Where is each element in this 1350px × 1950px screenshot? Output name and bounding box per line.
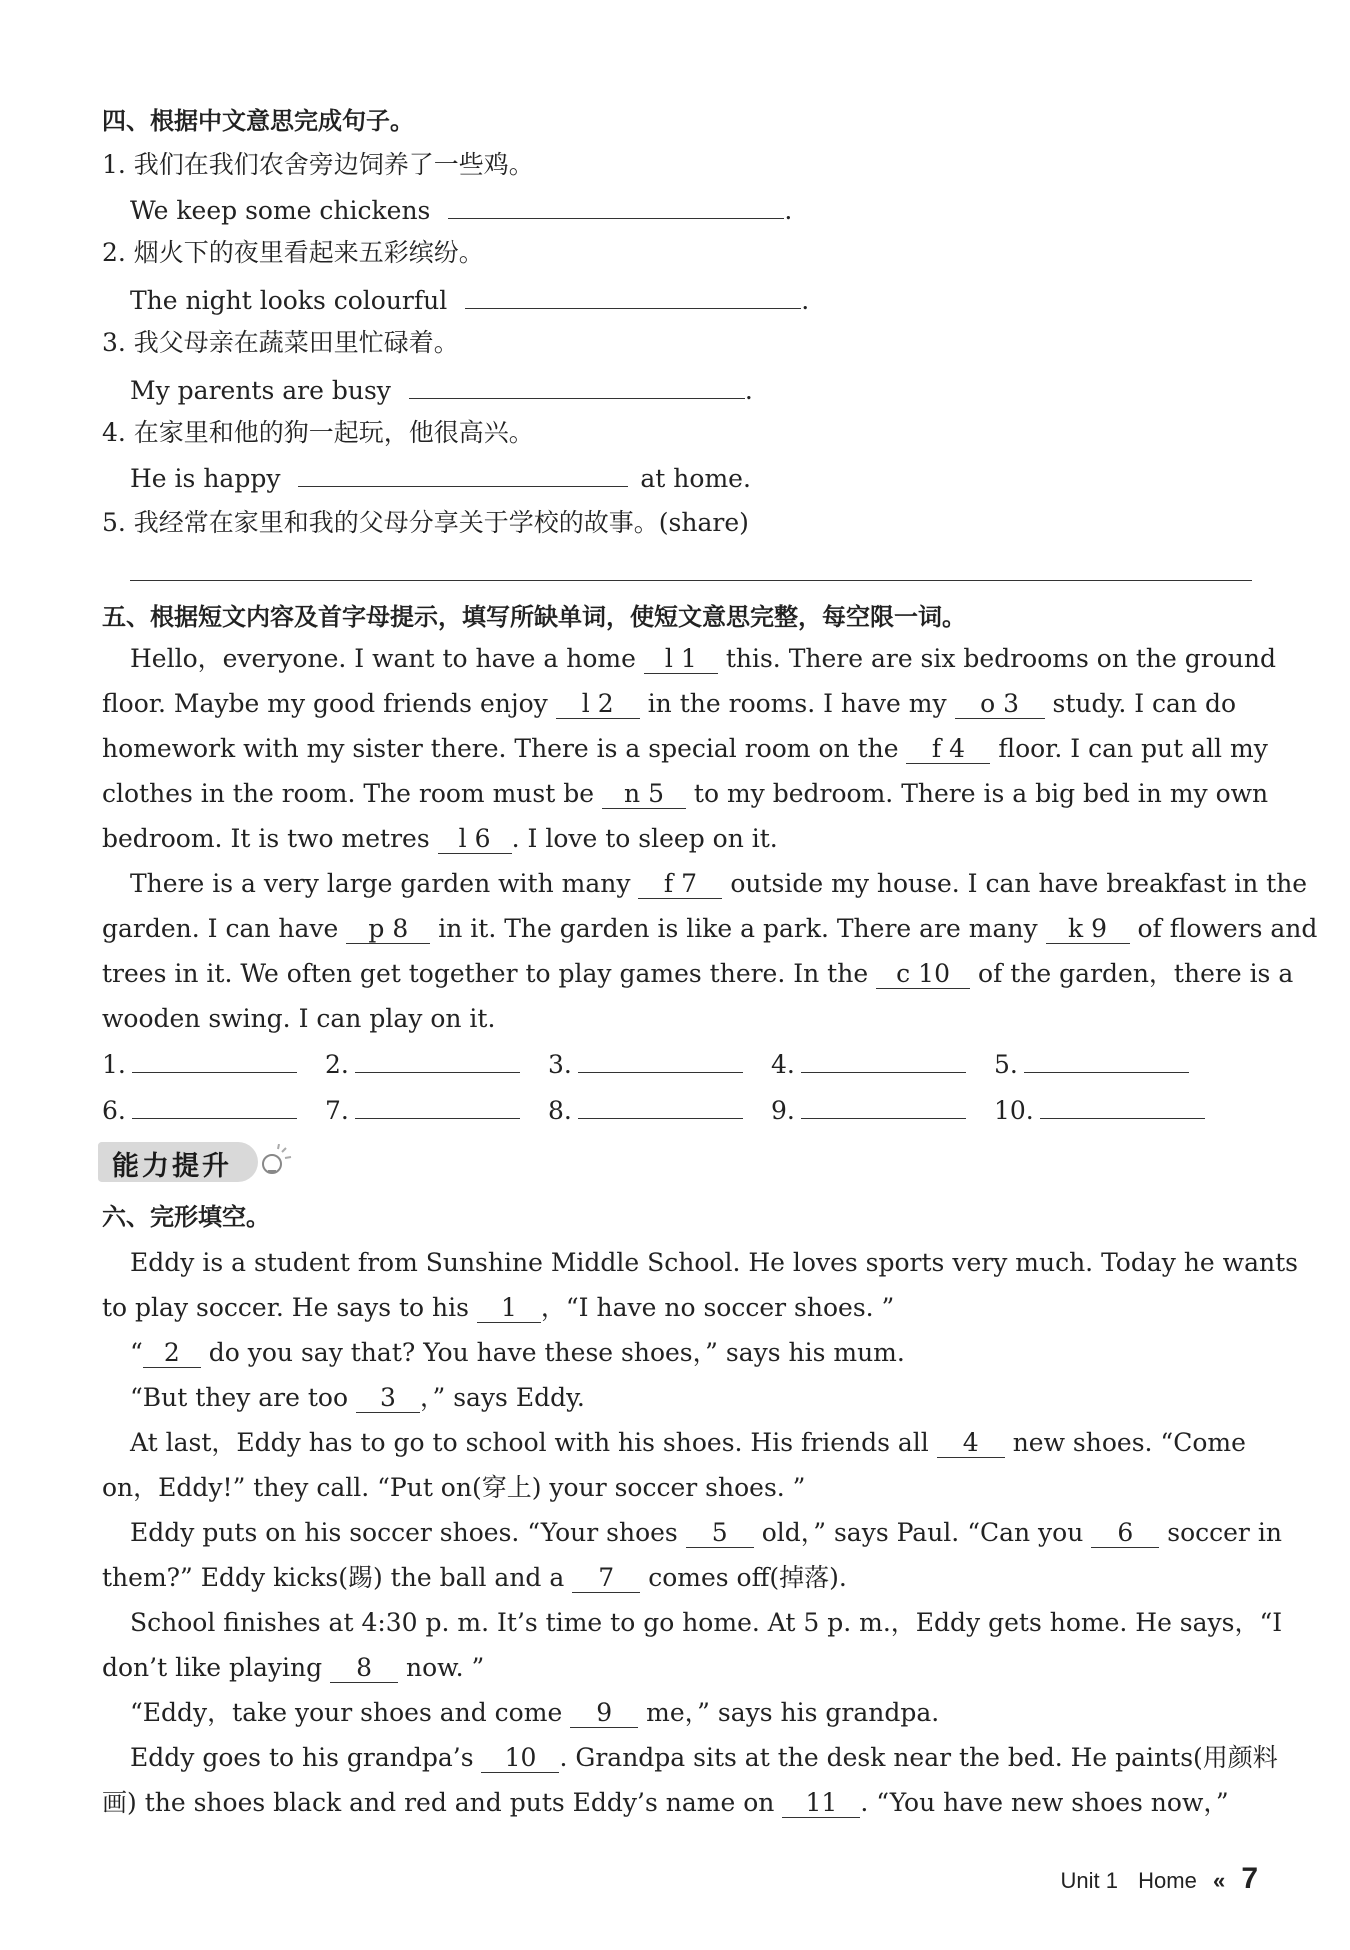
q3-answer-blank[interactable] — [409, 372, 745, 399]
banner-title: 能力提升 — [112, 1151, 232, 1182]
answer-row-1 — [102, 1046, 1242, 1080]
cloze-line: don’t like playing 8 now. ” — [102, 1653, 485, 1682]
unit-title: Home — [1138, 1868, 1197, 1893]
q1-english: We keep some chickens . — [130, 192, 792, 228]
cloze-line: Eddy goes to his grandpa’s 10 . Grandpa sits at the desk near the bed. He paints(用颜料 — [130, 1743, 1278, 1772]
section-6-heading: 六、完形填空。 — [102, 1203, 270, 1231]
q4-english: He is happy at home. — [130, 460, 751, 496]
q2-english: The night looks colourful . — [130, 282, 809, 318]
cloze-line: them?” Eddy kicks(踢) the ball and a 7 comes off(掉落). — [102, 1563, 847, 1592]
blank-3[interactable]: o 3 — [955, 690, 1045, 719]
lightbulb-icon — [258, 1144, 294, 1180]
q5-answer-line[interactable] — [130, 580, 1252, 581]
cloze-blank-6[interactable]: 6 — [1091, 1519, 1159, 1548]
passage-line: garden. I can have p 8 in it. The garden is like a park. There are many k 9 of flowers and — [102, 914, 1318, 943]
q3-english: My parents are busy . — [130, 372, 753, 408]
answer-slot: 10. — [994, 1092, 1205, 1128]
cloze-blank-8[interactable]: 8 — [330, 1654, 398, 1683]
answer-slot: 2. — [325, 1046, 520, 1082]
passage-line: wooden swing. I can play on it. — [102, 1004, 496, 1033]
unit-label: Unit 1 — [1060, 1868, 1118, 1893]
q2-chinese: 2. 烟火下的夜里看起来五彩缤纷。 — [102, 238, 484, 267]
cloze-blank-10[interactable]: 10 — [481, 1744, 559, 1773]
blank-10[interactable]: c 10 — [876, 960, 970, 989]
cloze-line: At last，Eddy has to go to school with his shoes. His friends all 4 new shoes. “Come — [130, 1428, 1246, 1457]
answer-slot: 7. — [325, 1092, 520, 1128]
cloze-blank-7[interactable]: 7 — [572, 1564, 640, 1593]
q1-chinese: 1. 我们在我们农舍旁边饲养了一些鸡。 — [102, 150, 534, 179]
cloze-blank-1[interactable]: 1 — [477, 1294, 541, 1323]
blank-4[interactable]: f 4 — [906, 735, 990, 764]
cloze-line: “Eddy，take your shoes and come 9 me，” says his grandpa. — [130, 1698, 940, 1727]
ability-banner — [98, 1138, 288, 1186]
passage-line: There is a very large garden with many f 7 outside my house. I can have breakfast in the — [130, 869, 1308, 898]
blank-9[interactable]: k 9 — [1046, 915, 1130, 944]
cloze-blank-2[interactable]: 2 — [143, 1339, 201, 1368]
blank-1[interactable]: l 1 — [644, 645, 718, 674]
cloze-line: School finishes at 4:30 p. m. It’s time to go home. At 5 p. m.，Eddy gets home. He says，“I — [130, 1608, 1283, 1637]
cloze-line: on，Eddy!” they call. “Put on(穿上) your soccer shoes. ” — [102, 1473, 806, 1502]
passage-line: Hello，everyone. I want to have a home l 1 this. There are six bedrooms on the ground — [130, 644, 1276, 673]
cloze-blank-3[interactable]: 3 — [356, 1384, 420, 1413]
cloze-line: “ 2 do you say that? You have these shoes，” says his mum. — [130, 1338, 905, 1367]
cloze-blank-11[interactable]: 11 — [782, 1789, 860, 1818]
answer-slot: 1. — [102, 1046, 297, 1082]
cloze-line: to play soccer. He says to his 1 ，“I have no soccer shoes. ” — [102, 1293, 895, 1322]
cloze-blank-9[interactable]: 9 — [570, 1699, 638, 1728]
page-footer — [1061, 1862, 1258, 1896]
answer-slot: 4. — [771, 1046, 966, 1082]
passage-line: floor. Maybe my good friends enjoy l 2 in the rooms. I have my o 3 study. I can do — [102, 689, 1237, 718]
q2-answer-blank[interactable] — [465, 282, 801, 309]
q3-chinese: 3. 我父母亲在蔬菜田里忙碌着。 — [102, 328, 459, 357]
q4-chinese: 4. 在家里和他的狗一起玩，他很高兴。 — [102, 418, 534, 447]
answer-slot: 3. — [548, 1046, 743, 1082]
q4-answer-blank[interactable] — [298, 460, 628, 487]
passage-line: clothes in the room. The room must be n 5 to my bedroom. There is a big bed in my own — [102, 779, 1269, 808]
cloze-line: Eddy is a student from Sunshine Middle School. He loves sports very much. Today he wants — [130, 1248, 1298, 1277]
answer-slot: 6. — [102, 1092, 297, 1128]
cloze-line: 画) the shoes black and red and puts Eddy’s name on 11 . “You have new shoes now，” — [102, 1788, 1229, 1817]
q1-answer-blank[interactable] — [448, 192, 784, 219]
cloze-blank-4[interactable]: 4 — [937, 1429, 1005, 1458]
section-5-heading: 五、根据短文内容及首字母提示，填写所缺单词，使短文意思完整，每空限一词。 — [102, 603, 966, 631]
passage-line: homework with my sister there. There is a special room on the f 4 floor. I can put all my — [102, 734, 1268, 763]
answer-slot: 5. — [994, 1046, 1189, 1082]
answer-row-2 — [102, 1092, 1242, 1126]
passage-line: bedroom. It is two metres l 6 . I love to sleep on it. — [102, 824, 778, 853]
chevron-left-icon: « — [1212, 1868, 1226, 1893]
cloze-line: “But they are too 3 ，” says Eddy. — [130, 1383, 585, 1412]
cloze-line: Eddy puts on his soccer shoes. “Your shoes 5 old，” says Paul. “Can you 6 soccer in — [130, 1518, 1282, 1547]
answer-slot: 9. — [771, 1092, 966, 1128]
q5-chinese: 5. 我经常在家里和我的父母分享关于学校的故事。(share) — [102, 508, 749, 537]
answer-slot: 8. — [548, 1092, 743, 1128]
cloze-blank-5[interactable]: 5 — [686, 1519, 754, 1548]
blank-2[interactable]: l 2 — [556, 690, 640, 719]
passage-line: trees in it. We often get together to play games there. In the c 10 of the garden，there is a — [102, 959, 1294, 988]
section-4-heading: 四、根据中文意思完成句子。 — [102, 107, 414, 135]
blank-6[interactable]: l 6 — [438, 825, 512, 854]
blank-5[interactable]: n 5 — [602, 780, 686, 809]
page-number: 7 — [1241, 1862, 1258, 1895]
blank-8[interactable]: p 8 — [346, 915, 430, 944]
blank-7[interactable]: f 7 — [638, 870, 722, 899]
